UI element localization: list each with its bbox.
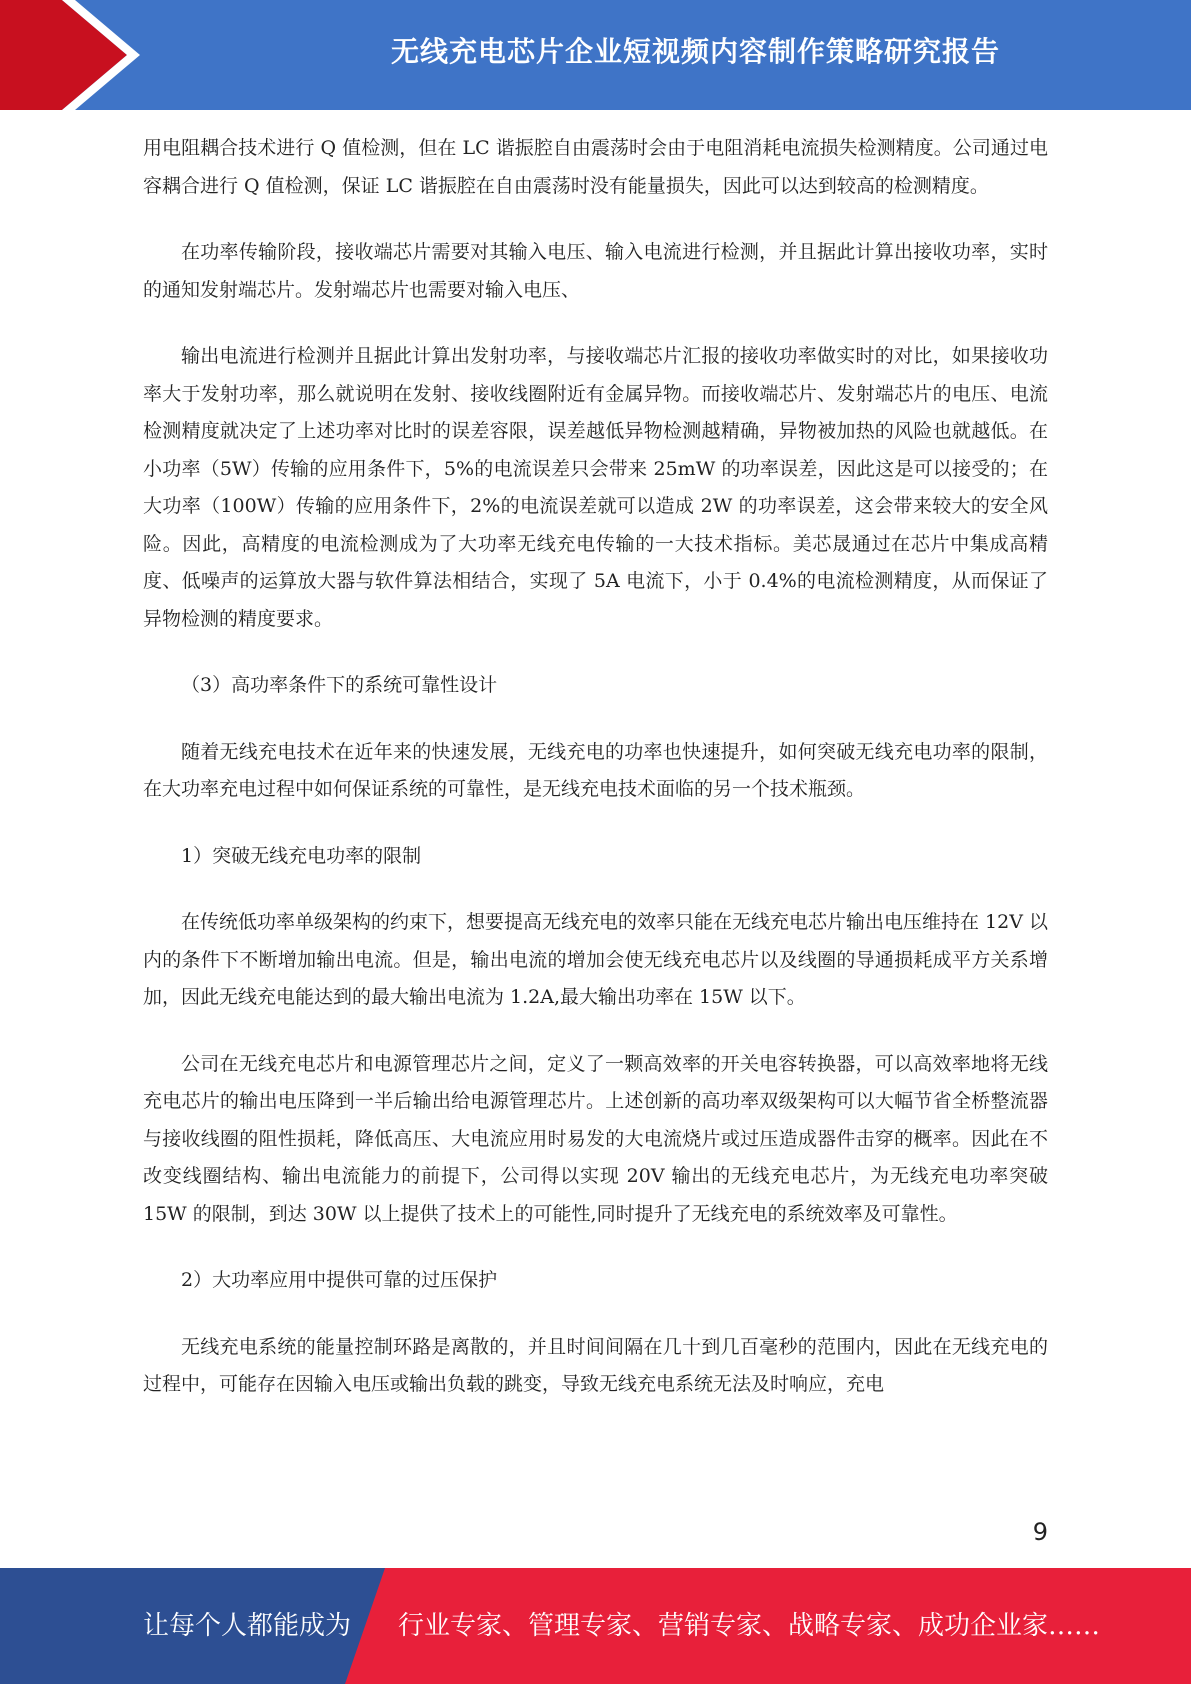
page-footer: [0, 1568, 1191, 1684]
page-number: 9: [1032, 1518, 1048, 1546]
footer-slogan-right: 行业专家、管理专家、营销专家、战略专家、成功企业家……: [398, 1611, 1101, 1641]
paragraph: 公司在无线充电芯片和电源管理芯片之间，定义了一颗高效率的开关电容转换器，可以高效率地将无线充电芯片的输出电压降到一半后输出给电源管理芯片。上述创新的高功率双级架构可以大幅节省全桥整流器与接收线圈的阻性损耗，降低高压、大电流应用时易发的大电流烧片或过压造成器件击穿的概率。因此在不改变线圈结构、输出电流能力的前提下，公司得以实现 20V 输出的无线充电芯片，为无线充电功率突破 15W 的限制，到达 30W 以上提供了技术上的可能性,同时提升了无线充电的系统效率及可靠性。: [143, 1052, 1048, 1225]
subsection-heading: 1）突破无线充电功率的限制: [181, 844, 422, 867]
page-header: [0, 0, 1191, 110]
paragraph: 无线充电系统的能量控制环路是离散的，并且时间间隔在几十到几百毫秒的范围内，因此在无线充电的过程中，可能存在因输入电压或输出负载的跳变，导致无线充电系统无法及时响应，充电: [143, 1335, 1048, 1395]
footer-slogan-left: 让每个人都能成为: [143, 1611, 352, 1641]
section-heading: （3）高功率条件下的系统可靠性设计: [181, 674, 498, 696]
document-body: [143, 130, 1048, 1433]
subsection-heading: 2）大功率应用中提供可靠的过压保护: [181, 1269, 498, 1291]
header-arrow-decoration: [0, 0, 160, 110]
paragraph: 在传统低功率单级架构的约束下，想要提高无线充电的效率只能在无线充电芯片输出电压维持在 12V 以内的条件下不断增加输出电流。但是，输出电流的增加会使无线充电芯片以及线圈的导通损耗成平方关系增加，因此无线充电能达到的最大输出电流为 1.2A,最大输出功率在 15W 以下。: [143, 911, 1048, 1008]
paragraph: 输出电流进行检测并且据此计算出发射功率，与接收端芯片汇报的接收功率做实时的对比，如果接收功率大于发射功率，那么就说明在发射、接收线圈附近有金属异物。而接收端芯片、发射端芯片的电压、电流检测精度就决定了上述功率对比时的误差容限，误差越低异物检测越精确，异物被加热的风险也就越低。在小功率（5W）传输的应用条件下，5%的电流误差只会带来 25mW 的功率误差，因此这是可以接受的；在大功率（100W）传输的应用条件下，2%的电流误差就可以造成 2W 的功率误差，这会带来较大的安全风险。因此，高精度的电流检测成为了大功率无线充电传输的一大技术指标。美芯晟通过在芯片中集成高精度、低噪声的运算放大器与软件算法相结合，实现了 5A 电流下，小于 0.4%的电流检测精度，从而保证了异物检测的精度要求。: [143, 345, 1048, 630]
paragraph: 随着无线充电技术在近年来的快速发展，无线充电的功率也快速提升，如何突破无线充电功率的限制，在大功率充电过程中如何保证系统的可靠性，是无线充电技术面临的另一个技术瓶颈。: [143, 740, 1048, 800]
report-title: 无线充电芯片企业短视频内容制作策略研究报告: [390, 35, 1000, 68]
paragraph: 用电阻耦合技术进行 Q 值检测，但在 LC 谐振腔自由震荡时会由于电阻消耗电流损失检测精度。公司通过电容耦合进行 Q 值检测，保证 LC 谐振腔在自由震荡时没有能量损失，因此可以达到较高的检测精度。: [143, 137, 1048, 197]
paragraph: 在功率传输阶段，接收端芯片需要对其输入电压、输入电流进行检测，并且据此计算出接收功率，实时的通知发射端芯片。发射端芯片也需要对输入电压、: [143, 241, 1048, 301]
